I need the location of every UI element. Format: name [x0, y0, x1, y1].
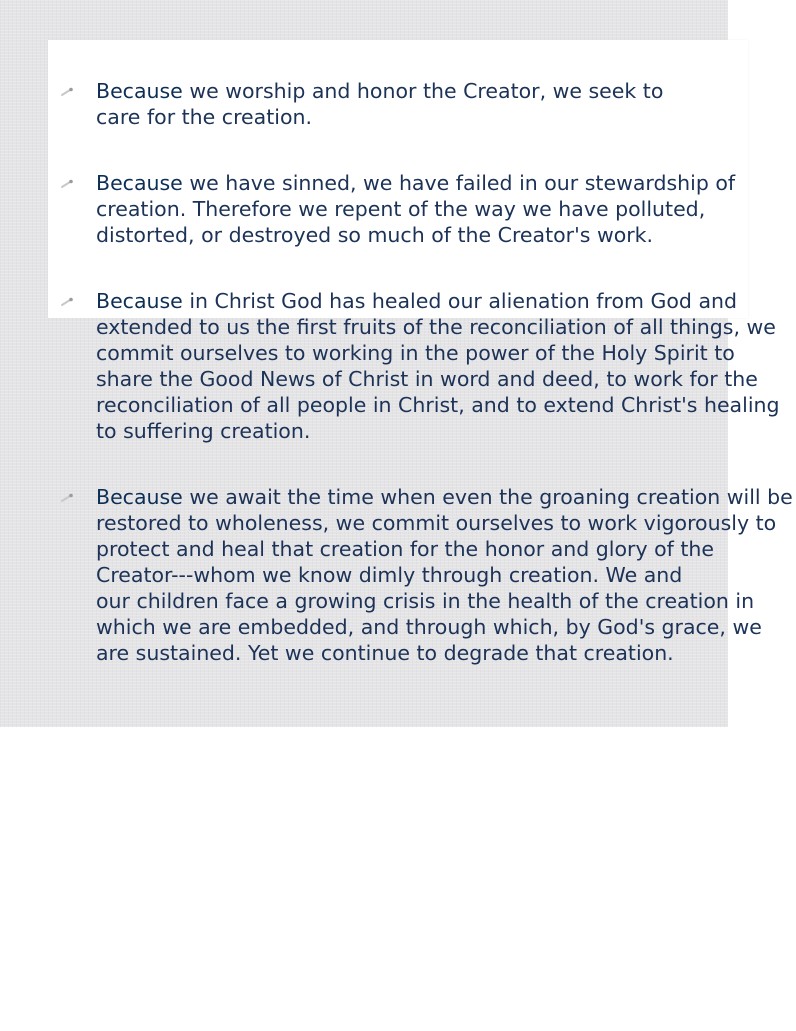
bullet-line: Creator---whom we know dimly through creation. We and — [96, 563, 683, 587]
bullet-keyword: Because — [96, 79, 183, 103]
bullet-text: we worship and honor the Creator, we seek to — [182, 79, 664, 103]
bullet-line — [96, 170, 796, 196]
bullet-line: extended to us the first fruits of the reconciliation of all things, we — [96, 315, 776, 339]
bullet-line: care for the creation. — [96, 105, 313, 129]
bullet-line: commit ourselves to working in the power of the Holy Spirit to — [96, 341, 735, 365]
bullet-keyword: Because — [96, 485, 183, 509]
comet-bullet-icon — [60, 297, 74, 307]
bullet-text: we have sinned, we have failed in our stewardship of — [182, 171, 736, 195]
bullet-keyword: Because — [96, 171, 183, 195]
bullet-line — [96, 288, 796, 314]
bullet-line: protect and heal that creation for the honor and glory of the — [96, 537, 715, 561]
bullet-line — [96, 78, 796, 104]
bullet-line: to suffering creation. — [96, 419, 311, 443]
comet-bullet-icon — [60, 87, 74, 97]
bullet-line: restored to wholeness, we commit ourselves to work vigorously to — [96, 511, 777, 535]
bullet-item — [0, 288, 796, 444]
bullet-line: which we are embedded, and through which, by God's grace, we — [96, 615, 762, 639]
comet-bullet-icon — [60, 493, 74, 503]
bullet-text: we await the time when even the groaning creation will be — [182, 485, 793, 509]
bullet-item — [0, 78, 796, 130]
bullet-line: our children face a growing crisis in the health of the creation in — [96, 589, 755, 613]
bullet-line: creation. Therefore we repent of the way we have polluted, — [96, 197, 706, 221]
bullet-line: are sustained. Yet we continue to degrade that creation. — [96, 641, 674, 665]
bullet-item — [0, 484, 796, 666]
bullet-keyword: Because — [96, 289, 183, 313]
bullet-item — [0, 170, 796, 248]
bullet-text: in Christ God has healed our alienation from God and — [182, 289, 738, 313]
bullet-line: reconciliation of all people in Christ, and to extend Christ's healing — [96, 393, 780, 417]
bullet-line: distorted, or destroyed so much of the Creator's work. — [96, 223, 654, 247]
bullet-line — [96, 484, 796, 510]
comet-bullet-icon — [60, 179, 74, 189]
bullet-line: share the Good News of Christ in word and deed, to work for the — [96, 367, 758, 391]
bullet-list — [0, 78, 793, 666]
